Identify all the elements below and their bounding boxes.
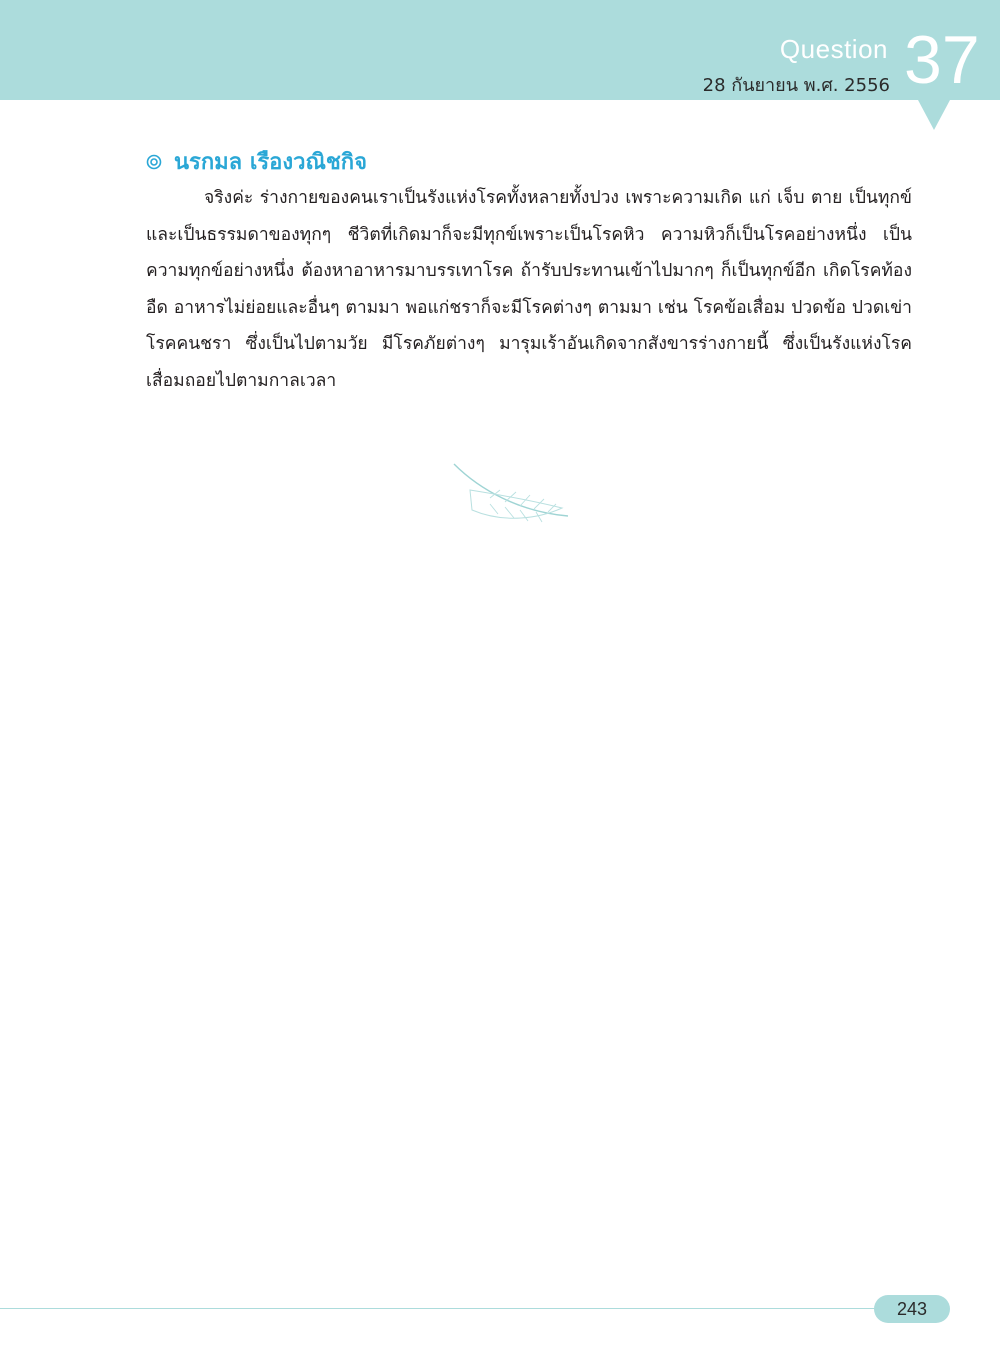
header-notch (918, 100, 950, 130)
footer-rule (0, 1308, 880, 1309)
page-number: 243 (874, 1295, 950, 1323)
body-paragraph: จริงค่ะ ร่างกายของคนเราเป็นรังแห่งโรคทั้งหลายทั้งปวง เพราะความเกิด แก่ เจ็บ ตาย เป็นทุกข์ และเป็นธรรมดาของทุกๆ ชีวิตที่เกิดมาก็จะมีทุกข์เพราะเป็นโรคหิว ความหิวก็เป็นโรคอย่างหนึ่ง เป็นความทุกข์อย่างหนึ่ง ต้องหาอาหารมาบรรเทาโรค ถ้ารับประทานเข้าไปมากๆ ก็เป็นทุกข์อีก เกิดโรคท้องอืด อาหารไม่ย่อยและอื่นๆ ตามมา พอแก่ชราก็จะมีโรคต่างๆ ตามมา เช่น โรคข้อเสื่อม ปวดข้อ ปวดเข่า โรคคนชรา ซึ่งเป็นไปตามวัย มีโรคภัยต่างๆ มารุมเร้าอันเกิดจากสังขารร่างกายนี้ ซึ่งเป็นรังแห่งโรค เสื่อมถอยไปตามกาลเวลา (146, 188, 912, 391)
question-date: 28 กันยายน พ.ศ. 2556 (702, 75, 890, 96)
feather-icon (450, 460, 574, 530)
bullseye-icon (146, 154, 162, 170)
question-number: 37 (904, 22, 980, 98)
author-name: นรกมล เรืองวณิชกิจ (174, 150, 368, 175)
author-heading (146, 144, 367, 179)
question-label: Question (779, 34, 888, 64)
